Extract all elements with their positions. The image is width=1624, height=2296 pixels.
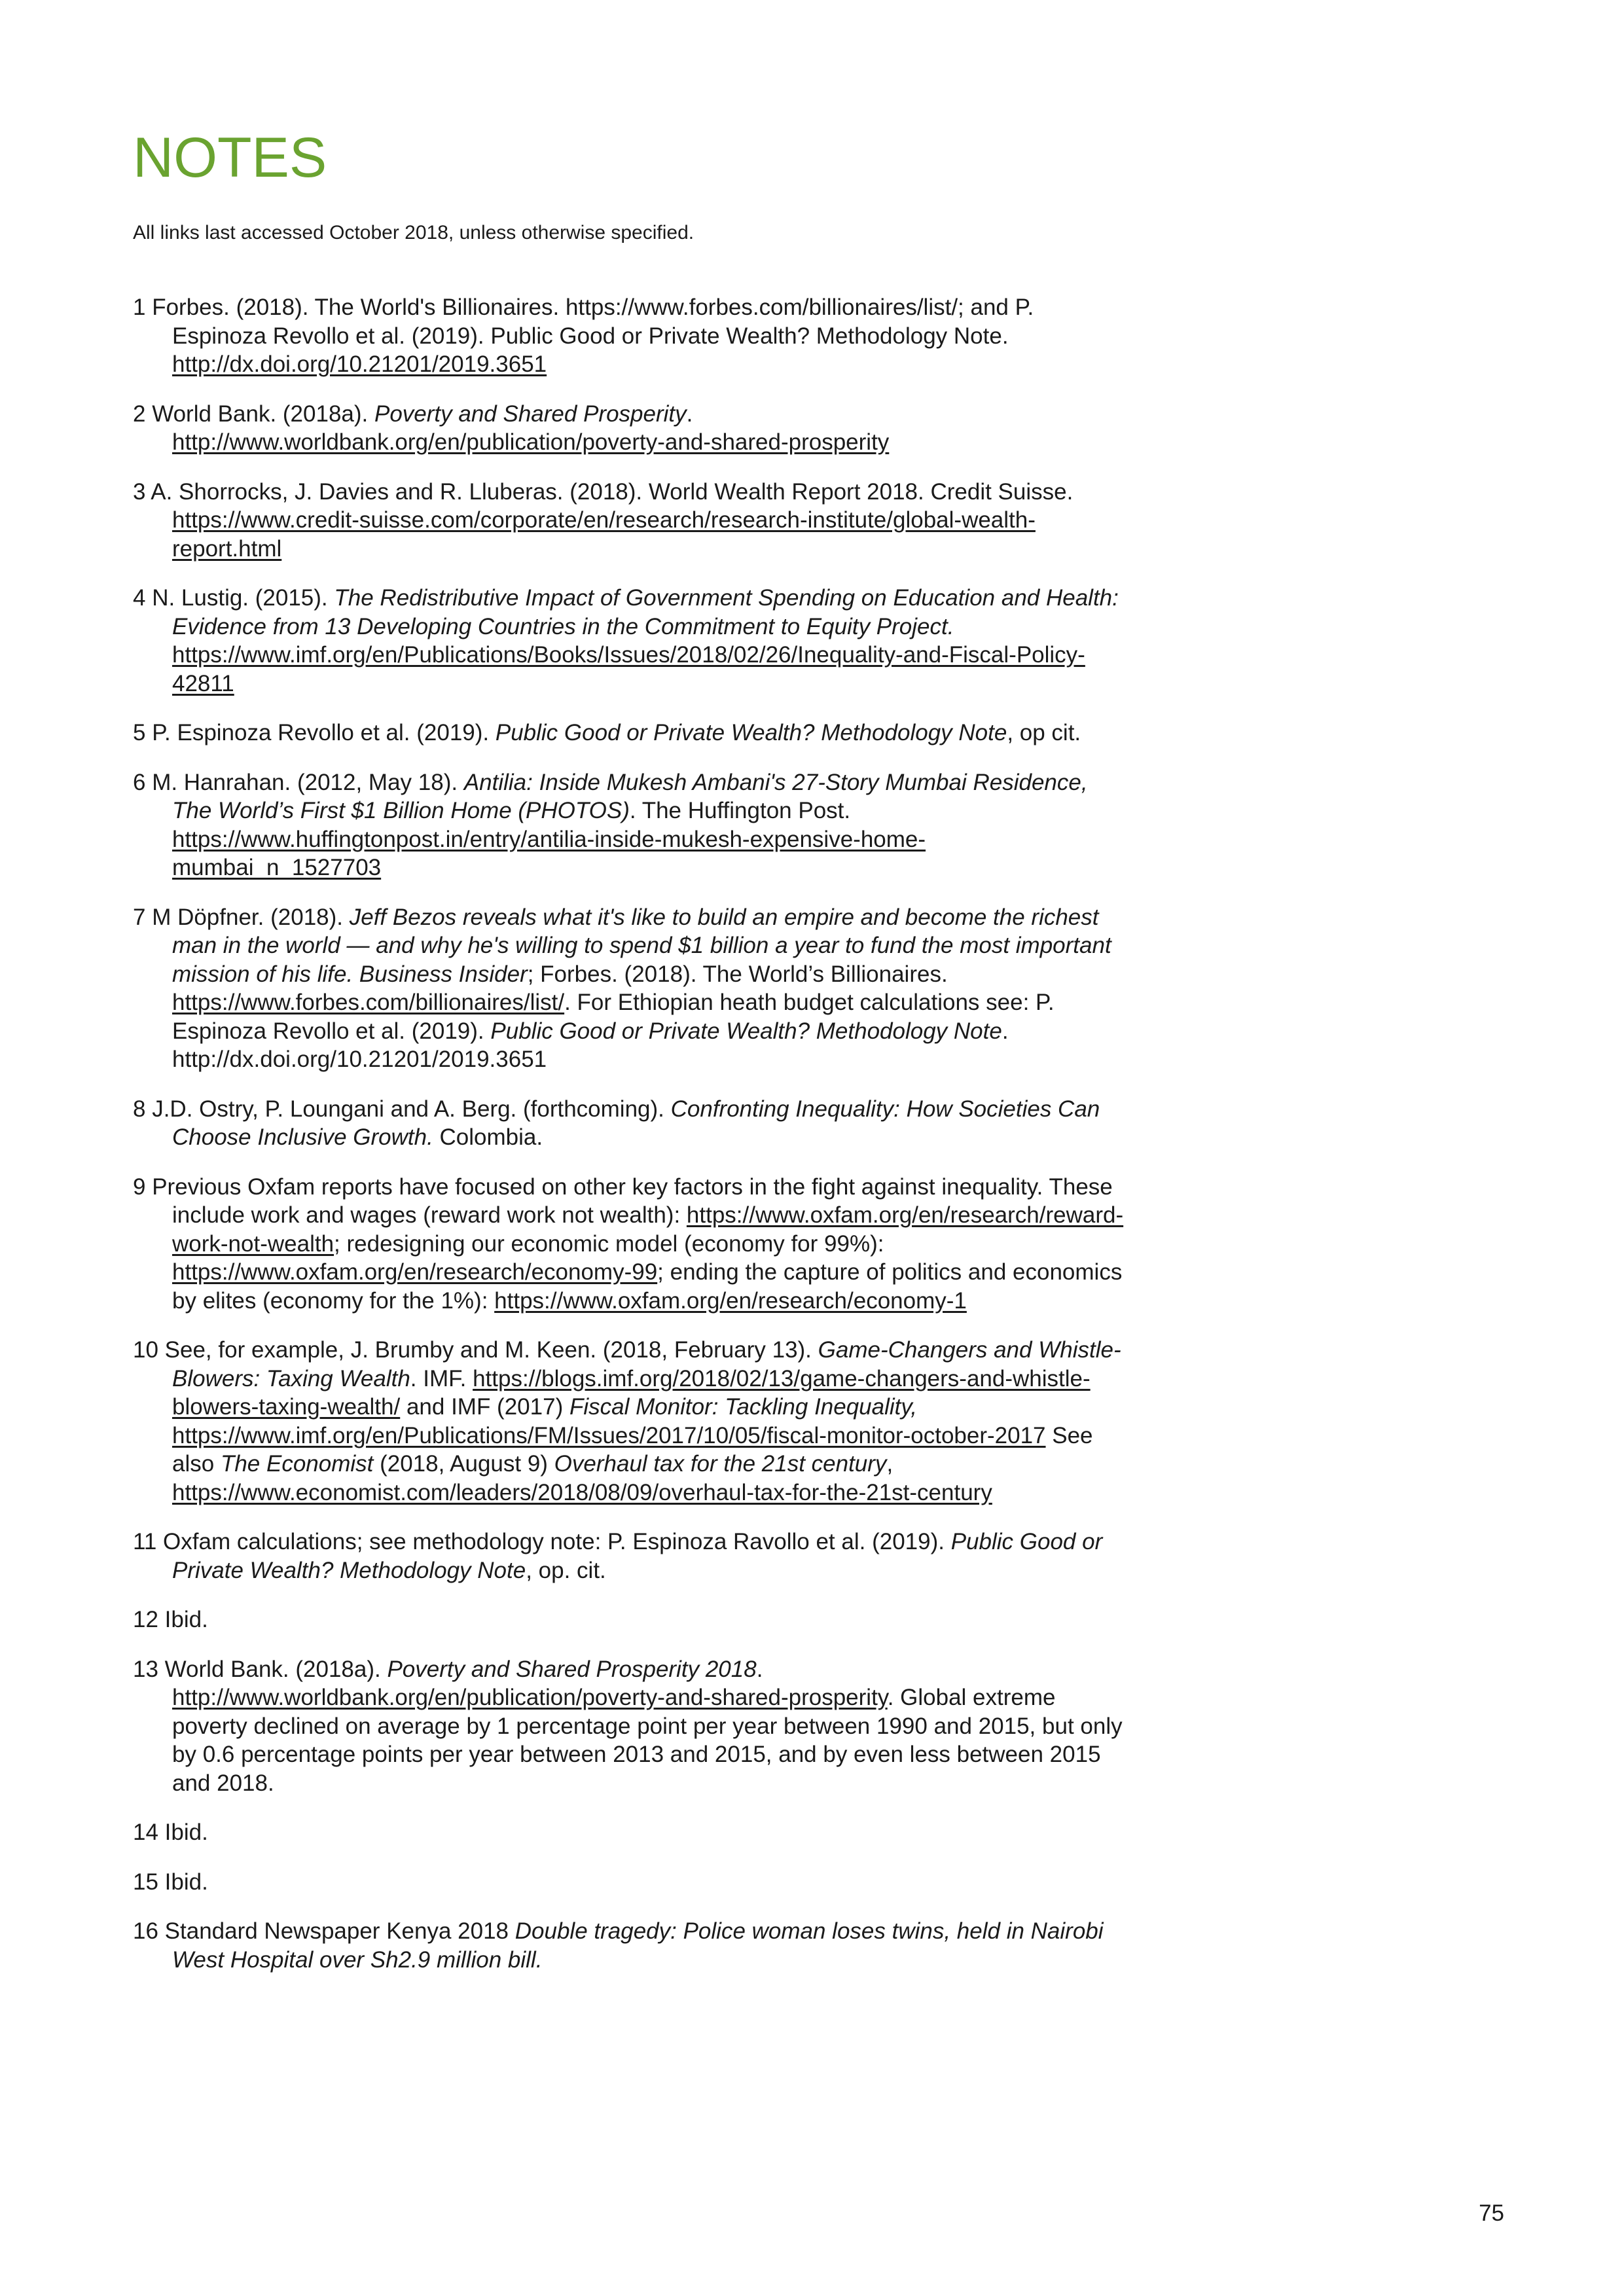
endnote-title: The Redistributive Impact of Government Spending on Education and Health: Evidence from 13 Developing Countries in the Commitment to Equity Project. [172, 585, 1119, 639]
endnote-1 [133, 293, 1128, 379]
endnote-8 [133, 1095, 1128, 1152]
endnote-text: ; ending the capture of politics and economics by elites (economy for the 1%): [172, 1259, 1123, 1314]
endnote-text: 1 Forbes. (2018). The World's Billionaires. https://www.forbes.com/billionaires/list/; and P. Espinoza Revollo et al. (2019). Public Good or Private Wealth? Methodology Note. [133, 295, 1034, 349]
endnote-4 [133, 584, 1128, 698]
endnote-9 [133, 1173, 1128, 1316]
endnote-text: . The Huffington Post. [629, 798, 851, 823]
endnote-link[interactable]: https://blogs.imf.org/2018/02/13/game-changers-and-whistle-blowers-taxing-wealth/ [172, 1365, 1091, 1420]
endnote-title: Public Good or Private Wealth? Methodology Note [172, 1529, 1103, 1583]
endnote-16 [133, 1917, 1128, 1974]
endnote-title: Confronting Inequality: How Societies Can Choose Inclusive Growth. [172, 1096, 1100, 1150]
endnote-text: 12 Ibid. [133, 1607, 208, 1632]
endnote-title: Poverty and Shared Prosperity 2018 [387, 1656, 757, 1682]
endnote-10 [133, 1336, 1128, 1507]
endnote-link[interactable]: https://www.huffingtonpost.in/entry/antilia-inside-mukesh-expensive-home-mumbai_n_1527703 [172, 826, 926, 880]
endnote-title: Double tragedy: Police woman loses twins, held in Nairobi West Hospital over Sh2.9 million bill. [172, 1918, 1104, 1973]
endnote-link[interactable]: http://www.worldbank.org/en/publication/poverty-and-shared-prosperity [172, 429, 890, 455]
endnote-title: Game-Changers and Whistle-Blowers: Taxing Wealth [172, 1337, 1121, 1391]
endnote-7 [133, 903, 1128, 1074]
page-number: 75 [1479, 2200, 1504, 2226]
endnote-text: ; redesigning our economic model (economy for 99%): [334, 1230, 884, 1257]
endnote-5 [133, 719, 1128, 747]
endnote-link[interactable]: https://www.forbes.com/billionaires/list/ [172, 990, 565, 1015]
endnote-14 [133, 1818, 1128, 1847]
endnote-text: and IMF (2017) [400, 1394, 569, 1420]
endnote-title: Fiscal Monitor: Tackling Inequality, [569, 1394, 918, 1420]
endnote-link[interactable]: https://www.oxfam.org/en/research/reward-work-not-wealth [172, 1202, 1124, 1257]
endnote-link[interactable]: https://www.imf.org/en/Publications/Books/Issues/2018/02/26/Inequality-and-Fiscal-Policy-42811 [172, 642, 1085, 696]
endnote-title: Overhaul tax for the 21st century [554, 1451, 887, 1477]
endnote-15 [133, 1868, 1128, 1897]
endnote-text: , [886, 1451, 893, 1477]
endnote-text: . Global extreme poverty declined on average by 1 percentage point per year between 1990 and 2015, but only by 0.6 percentage points per year between 2013 and 2015, and by even less between 2015 and 2018. [172, 1685, 1123, 1796]
endnote-text: 16 Standard Newspaper Kenya 2018 [133, 1918, 515, 1944]
endnote-title: Antilia: Inside Mukesh Ambani's 27-Story Mumbai Residence, The World’s First $1 Billion Home (PHOTOS) [172, 769, 1088, 823]
endnote-text: 8 J.D. Ostry, P. Loungani and A. Berg. (forthcoming). [133, 1096, 671, 1122]
endnote-text: 3 A. Shorrocks, J. Davies and R. Lluberas. (2018). World Wealth Report 2018. Credit Suisse. [133, 478, 1074, 505]
endnote-text: 4 N. Lustig. (2015). [133, 585, 334, 611]
endnote-link[interactable]: https://www.oxfam.org/en/research/economy-99 [172, 1259, 658, 1285]
endnote-text: , op cit. [1007, 720, 1081, 745]
endnote-link[interactable]: https://www.credit-suisse.com/corporate/en/research/research-institute/global-wealth-report.html [172, 507, 1036, 562]
endnote-text: 5 P. Espinoza Revollo et al. (2019). [133, 720, 496, 745]
endnote-title: Jeff Bezos reveals what it's like to build an empire and become the richest man in the world — and why he's willing to spend $1 billion a year to fund the most important mission of his life. Business Insider [172, 904, 1111, 987]
endnote-text: . [756, 1656, 763, 1682]
endnote-text: . http://dx.doi.org/10.21201/2019.3651 [172, 1018, 1009, 1072]
endnote-3 [133, 478, 1128, 564]
endnote-text: Colombia. [433, 1124, 543, 1150]
endnote-text: 13 World Bank. (2018a). [133, 1656, 388, 1682]
endnote-text: See also [172, 1422, 1093, 1477]
notes-list [133, 293, 1128, 1995]
endnote-text: . IMF. [410, 1365, 473, 1391]
endnote-text: 11 Oxfam calculations; see methodology note: P. Espinoza Ravollo et al. (2019). [133, 1529, 951, 1554]
endnote-title: Poverty and Shared Prosperity [374, 401, 687, 427]
endnote-link[interactable]: https://www.economist.com/leaders/2018/08/09/overhaul-tax-for-the-21st-century [172, 1479, 992, 1505]
endnote-11 [133, 1528, 1128, 1585]
endnote-text: 6 M. Hanrahan. (2012, May 18). [133, 769, 464, 795]
endnote-text: , op. cit. [526, 1557, 606, 1583]
intro-text: All links last accessed October 2018, unless otherwise specified. [133, 222, 695, 243]
endnote-2 [133, 400, 1128, 457]
endnote-text: 2 World Bank. (2018a). [133, 401, 374, 427]
endnote-link[interactable]: http://dx.doi.org/10.21201/2019.3651 [172, 351, 547, 377]
endnote-text: 7 M Döpfner. (2018). [133, 904, 350, 930]
endnote-13 [133, 1655, 1128, 1798]
endnote-title: Public Good or Private Wealth? Methodology Note [490, 1018, 1002, 1044]
endnote-text: . For Ethiopian heath budget calculations see: P. Espinoza Revollo et al. (2019). [172, 990, 1055, 1044]
endnote-text: . [686, 401, 693, 427]
endnote-title: The Economist [220, 1451, 374, 1477]
endnote-title: Public Good or Private Wealth? Methodology Note [495, 720, 1007, 745]
endnote-text: 10 See, for example, J. Brumby and M. Keen. (2018, February 13). [133, 1337, 818, 1363]
endnote-link[interactable]: http://www.worldbank.org/en/publication/poverty-and-shared-prosperity [172, 1685, 888, 1710]
endnote-text: ; Forbes. (2018). The World’s Billionaires. [527, 961, 948, 987]
endnote-12 [133, 1605, 1128, 1634]
endnote-link[interactable]: https://www.oxfam.org/en/research/economy-1 [494, 1287, 967, 1314]
page-title: NOTES [133, 126, 327, 189]
endnote-6 [133, 768, 1128, 882]
endnote-text: 15 Ibid. [133, 1869, 208, 1895]
endnote-link[interactable]: https://www.imf.org/en/Publications/FM/Issues/2017/10/05/fiscal-monitor-october-2017 [172, 1422, 1046, 1448]
endnote-text: 9 Previous Oxfam reports have focused on other key factors in the fight against inequality. These include work and wages (reward work not wealth): [133, 1174, 1113, 1228]
endnote-text: (2018, August 9) [373, 1451, 554, 1477]
endnote-text: 14 Ibid. [133, 1820, 208, 1845]
